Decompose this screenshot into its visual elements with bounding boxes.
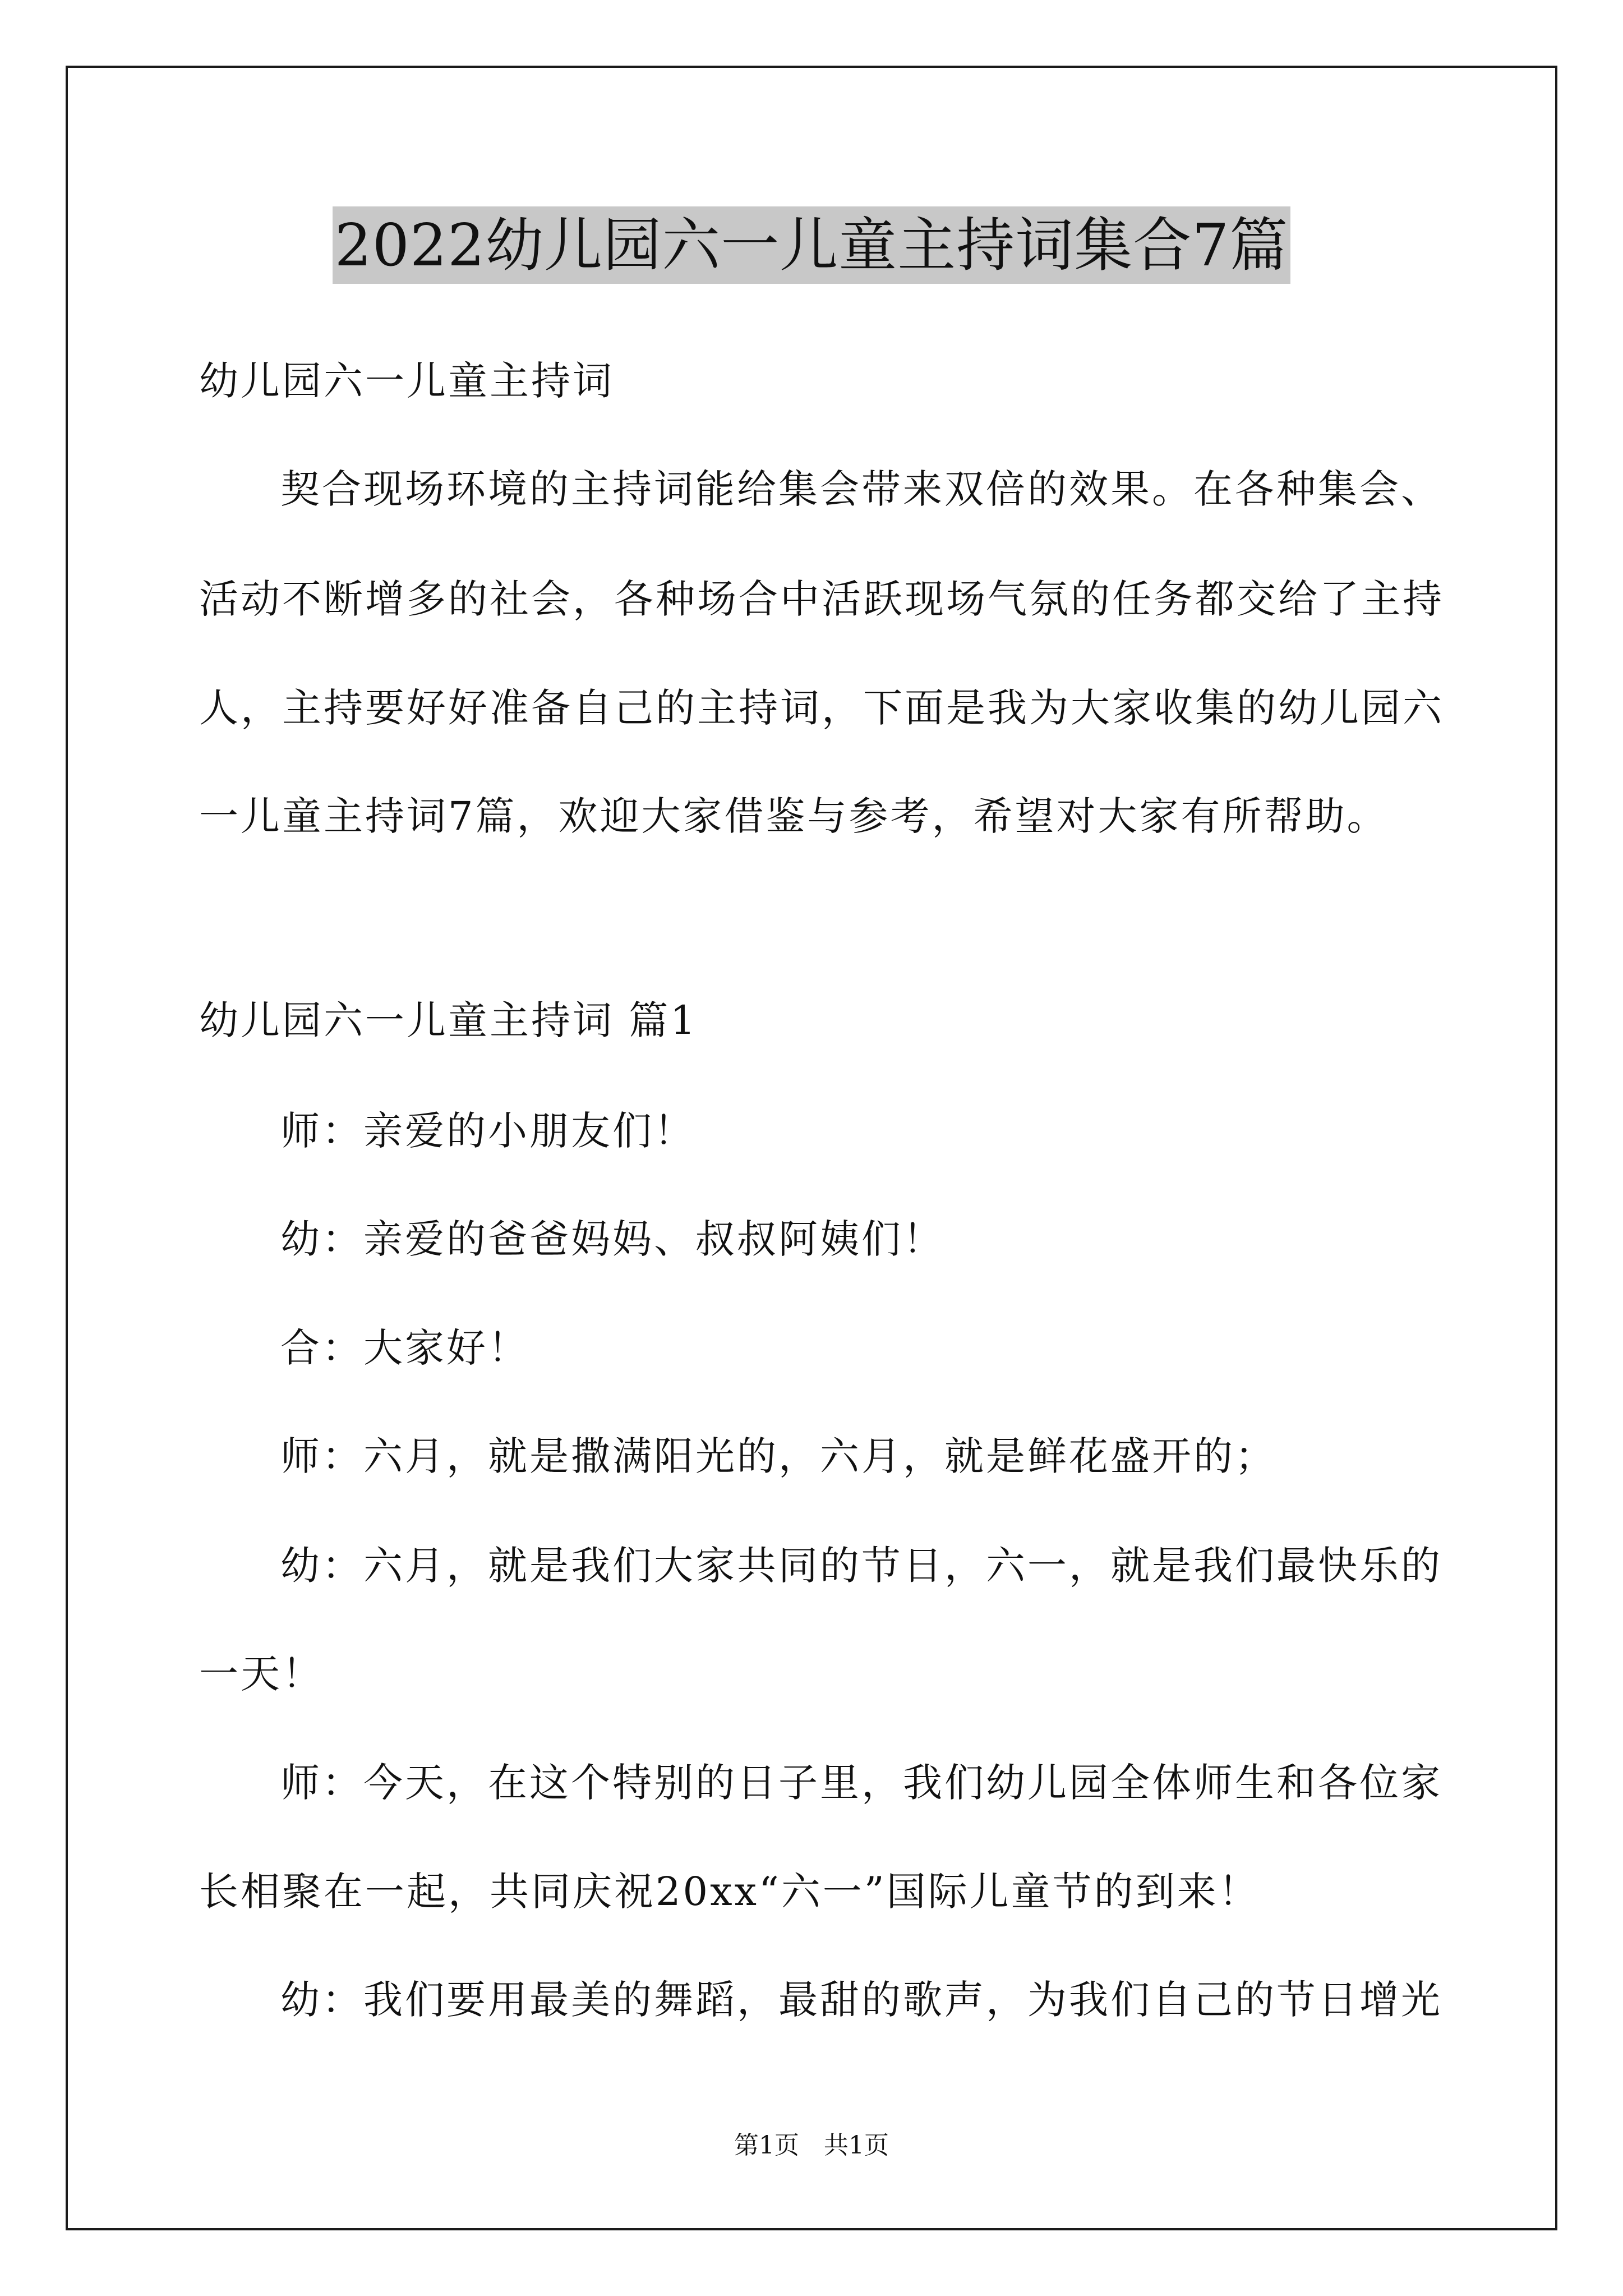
intro-line-3: 人，主持要好好准备自己的主持词，下面是我为大家收集的幼儿园六 [199, 685, 1444, 731]
section-heading: 幼儿园六一儿童主持词 篇1 [199, 997, 698, 1043]
intro-line-1: 契合现场环境的主持词能给集会带来双倍的效果。在各种集会、 [280, 466, 1442, 512]
document-title: 2022幼儿园六一儿童主持词集合7篇 [333, 206, 1291, 284]
script-line-8: 长相聚在一起，共同庆祝20xx“六一”国际儿童节的到来！ [199, 1869, 1260, 1915]
script-line-3: 合：大家好！ [280, 1325, 529, 1371]
page-footer: 第1页 共1页 [734, 2131, 889, 2160]
title-container [0, 206, 1623, 284]
document-subtitle: 幼儿园六一儿童主持词 [199, 358, 614, 404]
intro-line-2: 活动不断增多的社会，各种场合中活跃现场气氛的任务都交给了主持 [199, 576, 1444, 622]
script-line-4: 师：六月，就是撒满阳光的，六月，就是鲜花盛开的； [280, 1433, 1276, 1479]
intro-line-4: 一儿童主持词7篇，欢迎大家借鉴与参考，希望对大家有所帮助。 [199, 793, 1389, 839]
script-line-6: 一天！ [199, 1651, 324, 1697]
script-line-9: 幼：我们要用最美的舞蹈，最甜的歌声，为我们自己的节日增光 [280, 1977, 1442, 2023]
script-line-7: 师：今天，在这个特别的日子里，我们幼儿园全体师生和各位家 [280, 1760, 1442, 1806]
script-line-5: 幼：六月，就是我们大家共同的节日，六一，就是我们最快乐的 [280, 1543, 1442, 1589]
script-line-2: 幼：亲爱的爸爸妈妈、叔叔阿姨们！ [280, 1216, 944, 1262]
script-line-1: 师：亲爱的小朋友们！ [280, 1108, 695, 1154]
